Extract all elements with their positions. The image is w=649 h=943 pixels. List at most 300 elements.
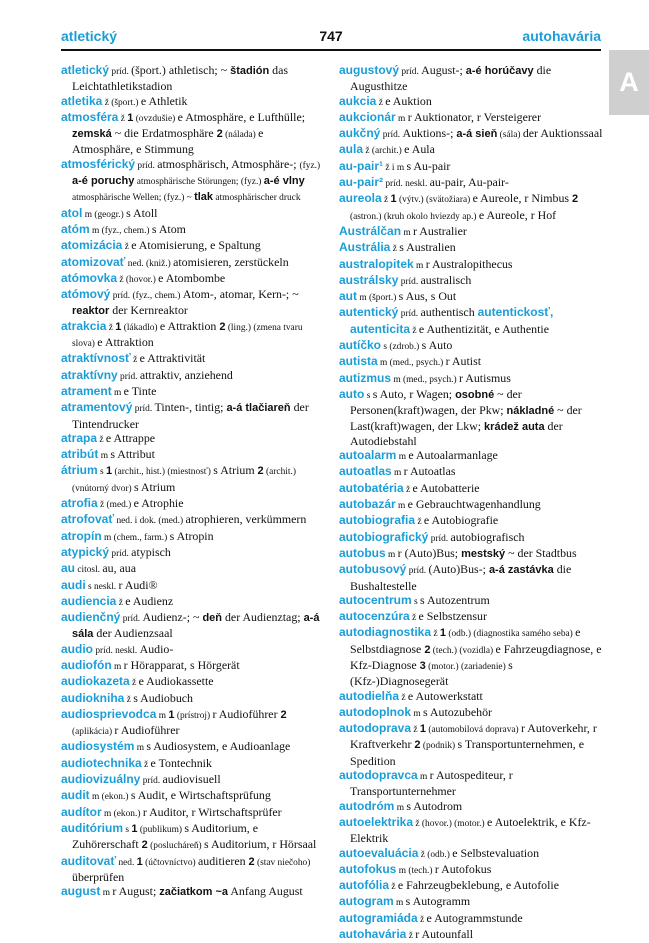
grammar-label: ž xyxy=(376,97,386,108)
headword: atraktívny xyxy=(61,367,118,382)
dictionary-entry xyxy=(339,94,603,110)
headword: audiosystém xyxy=(61,739,135,754)
dictionary-entry xyxy=(61,821,326,854)
translation: s Atrium xyxy=(133,479,176,494)
phrase: 2 xyxy=(572,193,579,206)
headword: audiencia xyxy=(61,593,117,608)
headword: autentický xyxy=(339,305,399,320)
dictionary-entry xyxy=(61,594,326,610)
grammar-label: príd. xyxy=(109,67,132,77)
headword: autobiografia xyxy=(339,513,416,528)
grammar-label: (automobilová doprava) xyxy=(426,725,522,736)
grammar-label: ž xyxy=(130,355,140,366)
grammar-label: ž (šport.) xyxy=(102,97,141,108)
grammar-label: m xyxy=(395,113,408,124)
grammar-label: príd. xyxy=(117,371,140,382)
translation: r Autismus xyxy=(458,370,511,385)
dictionary-entry xyxy=(61,642,326,658)
headword: autofokus xyxy=(339,861,397,876)
translation: atomisieren, zerstückeln xyxy=(173,254,289,269)
grammar-label: ž xyxy=(106,322,116,333)
headword: auto xyxy=(339,386,365,401)
translation: s Attribut xyxy=(110,447,155,462)
translation: e Athletik xyxy=(140,93,188,108)
grammar-label: s xyxy=(364,390,373,401)
grammar-label: príd. xyxy=(428,533,451,544)
grammar-label: s neskl. xyxy=(85,581,119,592)
headword: autocentrum xyxy=(339,592,412,607)
translation: e Tontechnik xyxy=(150,755,212,770)
phrase: 2 xyxy=(257,465,264,478)
headword: Austrália xyxy=(339,240,391,255)
dictionary-entry xyxy=(61,384,326,400)
grammar-label: m (med., psych.) xyxy=(377,358,446,369)
translation: das Leichtathletikstadion xyxy=(72,63,289,94)
grammar-label: m xyxy=(391,468,404,479)
translation: e Authentizität, e Authentie xyxy=(418,321,549,336)
headword: australopitek xyxy=(339,256,414,271)
grammar-label: ž xyxy=(381,195,391,206)
grammar-label: príd. xyxy=(380,130,403,141)
headword: atomizovať xyxy=(61,254,126,269)
grammar-label: ž xyxy=(129,678,139,689)
dictionary-entry xyxy=(339,609,603,625)
headword: atypický xyxy=(61,544,110,559)
grammar-label: m (ekon.) xyxy=(89,792,131,803)
grammar-label: (ovzdušie) xyxy=(133,113,178,124)
dictionary-entry xyxy=(339,371,603,387)
translation: e Autoalarmanlage xyxy=(408,448,498,463)
dictionary-entry xyxy=(339,625,603,688)
phrase: 2 xyxy=(219,320,226,333)
headword: audi xyxy=(61,577,86,592)
grammar-label: m xyxy=(394,802,407,813)
headword: autíčko xyxy=(339,338,382,353)
headword: atrapa xyxy=(61,430,98,445)
dictionary-entry xyxy=(339,768,603,799)
grammar-label: m xyxy=(98,451,111,462)
grammar-label: (lákadlo) xyxy=(121,322,160,333)
dictionary-entry xyxy=(339,110,603,126)
translation: Atom-, atomar, Kern-; ~ xyxy=(182,287,299,302)
translation: s Transportunternehmen, e Spedition xyxy=(350,737,584,768)
dictionary-entry xyxy=(339,240,603,256)
translation: s Atom xyxy=(151,221,186,236)
translation: e Attrappe xyxy=(105,430,156,445)
phrase: 1 xyxy=(127,111,134,124)
headword: autodielňa xyxy=(339,688,400,703)
grammar-label: ž xyxy=(124,694,134,705)
thumb-index-tab: A xyxy=(609,50,649,115)
grammar-label: ž xyxy=(141,759,151,770)
grammar-label: ž xyxy=(409,613,419,624)
grammar-label: m (chem., farm.) xyxy=(101,532,170,543)
grammar-label: ž xyxy=(118,113,128,124)
headword: atómový xyxy=(61,287,111,302)
translation: s Au-pair xyxy=(406,158,451,173)
headword: aula xyxy=(339,142,364,157)
phrase: 1 xyxy=(106,465,113,478)
translation: e Selbstdiagnose xyxy=(350,625,581,656)
headword: atribút xyxy=(61,447,99,462)
headword: audio xyxy=(61,641,93,656)
translation: der Tintendrucker xyxy=(72,400,309,431)
translation: e Autobiografie xyxy=(423,513,499,528)
phrase: nákladné xyxy=(506,405,555,418)
dictionary-entry xyxy=(61,431,326,447)
translation: s Audit, e Wirtschaftsprüfung xyxy=(130,788,271,803)
dictionary-entry xyxy=(339,862,603,878)
grammar-label: ž xyxy=(97,434,106,445)
translation: r Auktionator, r Versteigerer xyxy=(407,109,542,124)
dictionary-entry xyxy=(339,894,603,910)
grammar-label: ž xyxy=(431,629,440,640)
translation: s Atrium xyxy=(213,463,258,478)
grammar-label: m xyxy=(401,227,414,238)
phrase: 1 xyxy=(390,193,397,206)
grammar-label: ž (odb.) xyxy=(418,849,453,860)
translation: e Attraktivität xyxy=(139,351,206,366)
translation: au-pair, Au-pair- xyxy=(429,175,509,190)
translation: s Audiosystem, e Audioanlage xyxy=(146,739,291,754)
headword: audiovizuálny xyxy=(61,772,141,787)
phrase: 2 xyxy=(248,855,255,868)
phrase: a-é poruchy xyxy=(72,175,135,188)
headword: atrofia xyxy=(61,496,98,511)
dictionary-entry xyxy=(61,529,326,545)
headword: autodopravca xyxy=(339,768,418,783)
dictionary-entry xyxy=(339,546,603,562)
grammar-label: (motor.) (zariadenie) xyxy=(425,661,509,672)
headword: atómovka xyxy=(61,270,118,285)
headword: atrament xyxy=(61,383,112,398)
translation: r August; xyxy=(112,884,160,899)
dictionary-entry xyxy=(339,224,603,240)
translation: r Audi® xyxy=(118,577,158,592)
grammar-label: príd. xyxy=(399,67,422,77)
phrase: 1 xyxy=(131,822,138,835)
grammar-label: príd. xyxy=(120,614,143,625)
grammar-label: s xyxy=(97,467,107,478)
headword: audiofón xyxy=(61,657,112,672)
translation: atmosphärisch, Atmosphäre-; xyxy=(157,156,300,171)
grammar-label: m xyxy=(156,710,169,721)
grammar-label: ž xyxy=(122,242,132,253)
translation: e Fahrzeugbeklebung, e Autofolie xyxy=(397,878,559,893)
headword: audiokniha xyxy=(61,690,125,705)
translation: autobiografisch xyxy=(450,529,525,544)
translation: e Autobatterie xyxy=(412,480,480,495)
translation: authentisch xyxy=(420,305,478,320)
phrase: osobné xyxy=(455,388,495,401)
translation: Anfang August xyxy=(228,884,303,899)
phrase: reaktor xyxy=(72,305,110,318)
dictionary-entry xyxy=(61,222,326,238)
dictionary-entry xyxy=(61,884,326,900)
grammar-label: príd. xyxy=(109,548,132,559)
dictionary-entry xyxy=(339,159,603,175)
translation: s Atoll xyxy=(126,205,158,220)
grammar-label: (aplikácia) xyxy=(72,727,115,738)
headword: atóm xyxy=(61,221,90,236)
grammar-label: (archit.) (vnútorný dvor) xyxy=(72,467,296,494)
grammar-label: (prístroj) xyxy=(174,710,213,721)
headword: aukčný xyxy=(339,126,381,141)
dictionary-entry xyxy=(61,707,326,740)
dictionary-entry xyxy=(61,772,326,788)
translation: s Auditorium, r Hörsaal xyxy=(204,837,317,852)
dictionary-entry xyxy=(61,805,326,821)
grammar-label: m xyxy=(395,501,408,512)
dictionary-entry xyxy=(61,674,326,690)
phrase: 2 xyxy=(141,839,148,852)
translation: die Bushaltestelle xyxy=(350,562,572,593)
translation: e Aula xyxy=(404,142,435,157)
dictionary-entry xyxy=(339,289,603,305)
grammar-label: atmosphärischer druck xyxy=(213,193,301,204)
dictionary-entry xyxy=(339,593,603,609)
phrase: a-á tlačiareň xyxy=(226,402,291,415)
headword: autocenzúra xyxy=(339,609,410,624)
grammar-label: ned. (kniž.) xyxy=(125,258,174,269)
grammar-label: (ling.) (zmena tvaru slova) xyxy=(72,322,303,350)
grammar-label: príd. xyxy=(135,160,158,171)
dictionary-entry xyxy=(339,799,603,815)
headword: audiokazeta xyxy=(61,674,130,689)
grammar-label: (výtv.) (svätožiara) xyxy=(396,195,473,206)
phrase: a-á sála xyxy=(72,612,320,641)
translation: atypisch xyxy=(131,544,171,559)
dictionary-entry xyxy=(61,238,326,254)
phrase: 1 xyxy=(168,708,175,721)
headword: autoevaluácia xyxy=(339,845,419,860)
grammar-label: m xyxy=(413,260,426,271)
headword: auditovať xyxy=(61,853,117,868)
page-number: 747 xyxy=(319,28,343,44)
headword: autodiagnostika xyxy=(339,625,432,640)
dictionary-entry xyxy=(61,368,326,384)
translation: e Atombombe xyxy=(158,270,226,285)
headword: autoalarm xyxy=(339,448,397,463)
grammar-label: ž xyxy=(406,931,416,942)
headword: atomizácia xyxy=(61,238,123,253)
right-column xyxy=(339,63,603,943)
headword: august xyxy=(61,884,101,899)
phrase: zemská xyxy=(72,128,112,141)
headword: atrofovať xyxy=(61,512,115,527)
dictionary-entry xyxy=(339,273,603,289)
translation: e Auktion xyxy=(385,93,432,108)
translation: e Autogrammstunde xyxy=(426,910,523,925)
grammar-label: ž (archit.) xyxy=(363,146,405,157)
grammar-label: (sála) xyxy=(497,130,523,141)
translation: s Audiobuch xyxy=(133,690,193,705)
dictionary-entry xyxy=(61,94,326,110)
headword: autodoplnok xyxy=(339,704,411,719)
dictionary-entry xyxy=(61,255,326,271)
dictionary-entry xyxy=(61,463,326,496)
translation: Audio- xyxy=(139,641,174,656)
grammar-label: atmosphärische Störungen; (fyz.) xyxy=(134,177,264,188)
translation: e Autowerkstatt xyxy=(407,688,483,703)
grammar-label: ž xyxy=(399,692,408,703)
translation: e Autoelektrik, e Kfz-Elektrik xyxy=(350,814,591,846)
translation: e Selbstevaluation xyxy=(452,845,540,860)
dictionary-entry xyxy=(61,545,326,561)
grammar-label: ž xyxy=(417,914,427,925)
headword: atletický xyxy=(61,63,110,77)
headword: autodróm xyxy=(339,798,395,813)
translation: s Autozubehör xyxy=(422,704,493,719)
phrase: začiatkom ~a xyxy=(159,886,229,899)
translation: au, aua xyxy=(102,561,137,576)
dictionary-entry xyxy=(339,481,603,497)
dictionary-entry xyxy=(339,530,603,546)
translation: e Selbstzensur xyxy=(418,609,487,624)
dictionary-entry xyxy=(339,175,603,191)
grammar-label: m xyxy=(134,743,147,754)
headword: augustový xyxy=(339,63,400,77)
grammar-label: ž i m xyxy=(383,162,407,173)
phrase: krádež auta xyxy=(484,420,545,433)
grammar-label: s xyxy=(123,824,132,835)
headword: audiotechnika xyxy=(61,755,142,770)
headword: aukcionár xyxy=(339,109,396,124)
headword: atramentový xyxy=(61,400,133,415)
headword: audítor xyxy=(61,804,102,819)
dictionary-entry xyxy=(61,788,326,804)
dictionary-entry xyxy=(339,63,603,94)
headword: audienčný xyxy=(61,610,121,625)
grammar-label: s xyxy=(411,596,421,607)
grammar-label: ž (hovor.) (motor.) xyxy=(413,818,487,829)
dictionary-entry xyxy=(61,691,326,707)
translation: der Auktionssaal xyxy=(522,126,603,141)
phrase: mestský xyxy=(461,547,506,560)
grammar-label: ž xyxy=(116,597,126,608)
dictionary-entry xyxy=(339,338,603,354)
header-rule xyxy=(61,49,601,51)
dictionary-entry xyxy=(339,191,603,224)
dictionary-entry xyxy=(339,721,603,768)
grammar-label: príd. neskl. xyxy=(93,645,140,656)
grammar-label: ž xyxy=(410,325,419,336)
grammar-label: ž (hovor.) xyxy=(117,274,159,285)
dictionary-entry xyxy=(339,497,603,513)
dictionary-entry xyxy=(61,854,326,885)
grammar-label: ned. xyxy=(116,857,137,868)
headword: au xyxy=(61,561,76,576)
headword: autizmus xyxy=(339,370,392,385)
headword: autobatéria xyxy=(339,480,404,495)
headword: au-pair¹ xyxy=(339,158,384,173)
headword: átrium xyxy=(61,463,98,478)
grammar-label: (archit., hist.) (miestnosť) xyxy=(112,467,214,478)
headword: audit xyxy=(61,788,90,803)
dictionary-entry xyxy=(61,447,326,463)
translation: ~ der Last(kraft)wagen, der Lkw; xyxy=(350,403,582,433)
translation: s Autozentrum xyxy=(420,592,490,607)
phrase: 1 xyxy=(115,320,122,333)
translation: s Australien xyxy=(399,240,456,255)
translation: r Autounfall xyxy=(415,927,474,942)
grammar-label: m xyxy=(396,452,409,463)
dictionary-entry xyxy=(61,206,326,222)
grammar-label: s (zdrob.) xyxy=(381,342,422,353)
dictionary-entry xyxy=(61,561,326,577)
translation: e Attraktion xyxy=(159,318,220,333)
grammar-label: (nálada) xyxy=(222,130,259,141)
left-column xyxy=(61,63,326,900)
grammar-label: (poslucháreň) xyxy=(147,841,205,852)
phrase: tlak xyxy=(194,191,214,204)
dictionary-entry xyxy=(61,319,326,352)
translation: attraktiv, anziehend xyxy=(139,367,233,382)
headword: autobusový xyxy=(339,562,407,577)
translation: ~ die Erdatmosphäre xyxy=(111,126,217,141)
headword: auditórium xyxy=(61,820,123,835)
phrase: 1 xyxy=(419,723,426,736)
dictionary-entry xyxy=(61,110,326,157)
phrase: 3 xyxy=(419,659,426,672)
dictionary-entry xyxy=(61,610,326,642)
headword: audiosprievodca xyxy=(61,706,157,721)
translation: der Audienzsaal xyxy=(93,626,173,641)
translation: auditieren xyxy=(198,853,249,868)
translation: s Autodrom xyxy=(406,798,463,813)
headword: atrakcia xyxy=(61,318,107,333)
translation: Auktions-; xyxy=(402,126,457,141)
phrase: 2 xyxy=(424,643,431,656)
phrase: deň xyxy=(202,612,222,625)
translation: e Atomisierung, e Spaltung xyxy=(131,238,261,253)
grammar-label: ž xyxy=(390,244,400,255)
grammar-label: m (ekon.) xyxy=(101,808,143,819)
grammar-label: atmosphärische Wellen; (fyz.) ~ xyxy=(72,193,195,204)
translation: e Aureole, r Nimbus xyxy=(472,191,572,206)
dictionary-entry xyxy=(61,157,326,206)
phrase: 2 xyxy=(414,739,421,752)
translation: r Autist xyxy=(445,354,482,369)
headword: autogramiáda xyxy=(339,910,418,925)
grammar-label: ž xyxy=(411,725,420,736)
grammar-label: m xyxy=(100,888,113,899)
phrase: 2 xyxy=(216,128,223,141)
grammar-label: príd. (fyz., chem.) xyxy=(110,291,183,302)
dictionary-entry xyxy=(61,271,326,287)
grammar-label: m xyxy=(393,898,406,909)
translation: s Auto, r Wagen; xyxy=(372,386,456,401)
headword: autista xyxy=(339,354,378,369)
headword: atletika xyxy=(61,93,103,108)
phrase: 2 xyxy=(280,708,287,721)
grammar-label: (tech.) (vozidla) xyxy=(430,645,496,656)
grammar-label: m xyxy=(385,549,398,560)
headword: atropín xyxy=(61,528,102,543)
headword: Austrálčan xyxy=(339,223,402,238)
translation: e Audiokassette xyxy=(138,674,214,689)
dictionary-entry xyxy=(339,911,603,927)
grammar-label: ž xyxy=(415,517,424,528)
headword: autentickosť, autenticita xyxy=(350,305,554,336)
headword: aureola xyxy=(339,191,382,206)
dictionary-entry xyxy=(61,658,326,674)
translation: australisch xyxy=(420,272,472,287)
headword: atmosférický xyxy=(61,156,136,171)
grammar-label: príd. xyxy=(398,276,421,287)
translation: s Atropin xyxy=(169,528,214,543)
dictionary-entry xyxy=(61,351,326,367)
